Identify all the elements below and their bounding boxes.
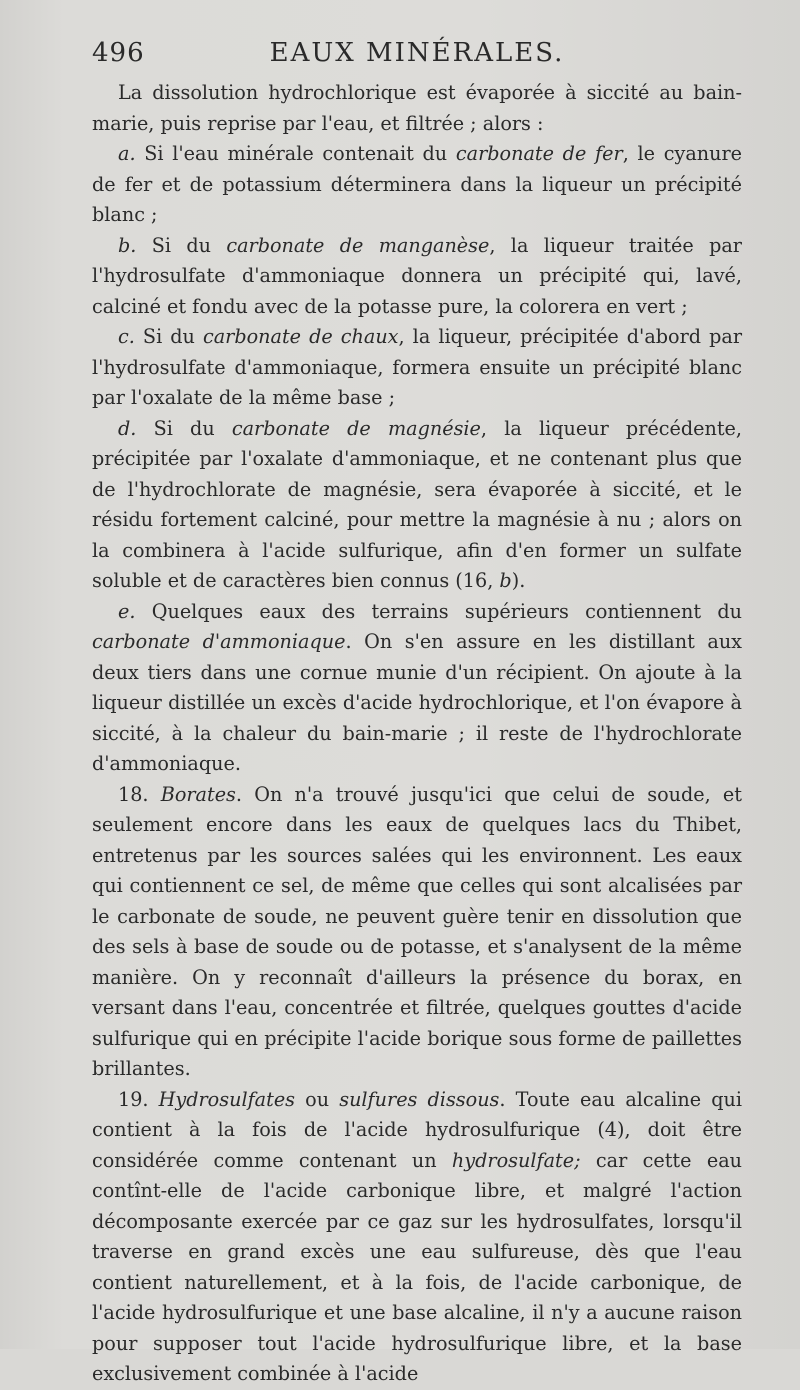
paragraph-intro: La dissolution hydrochlorique est évaporée à siccité au bain-marie, puis reprise par l'eau, et filtrée ; alors :: [92, 81, 742, 135]
paragraph-b: b. Si du carbonate de manganèse, la liqueur traitée par l'hydrosulfate d'ammoniaque donnera un précipité qui, lavé, calciné et fondu avec de la potasse pure, la colorera en vert ;: [92, 233, 742, 318]
running-title: EAUX MINÉRALES.: [269, 38, 565, 68]
paragraph-c: c. Si du carbonate de chaux, la liqueur, précipitée d'abord par l'hydrosulfate d'ammoniaque, formera ensuite un précipité blanc par l'oxalate de la même base ;: [92, 325, 743, 409]
section-18-borates: 18. Borates. On n'a trouvé jusqu'ici que celui de soude, et seulement encore dans les eaux de quelques lacs du Thibet, entretenus par les sources salées qui les environnent. Les eaux qui contiennent ce sel, de même que celles qui sont alcalisées par le carbonate de soude, ne peuvent guère tenir en dissolution que des sels à base de soude ou de potasse, et s'analysent de la même manière. On y reconnaît d'ailleurs la présence du borax, en versant dans l'eau, concentrée et filtrée, quelques gouttes d'acide sulfurique qui en précipite l'acide borique sous forme de paillettes brillantes.: [92, 782, 742, 1080]
page-number: 496: [92, 38, 145, 68]
section-19-hydrosulfates: 19. Hydrosulfates ou sulfures dissous. Toute eau alcaline qui contient à la fois de l'acide hydrosulfurique (4), doit être considérée comme contenant un hydrosulfate; car cette eau contînt-elle de l'acide carbonique libre, et malgré l'action décomposante exercée par ce gaz sur les hydrosulfates, lorsqu'il traverse en grand excès une eau sulfureuse, dès que l'eau contient naturellement, et à la fois, de l'acide carbonique, de l'acide hydrosulfurique et une base alcaline, il n'y a aucune raison pour supposer tout l'acide hydrosulfurique libre, et la base exclusivement combinée à l'acide: [92, 1087, 742, 1385]
paragraph-e: e. Quelques eaux des terrains supérieurs contiennent du carbonate d'ammoniaque. On s'en assure en les distillant aux deux tiers dans une cornue munie d'un récipient. On ajoute à la liqueur distillée un excès d'acide hydrochlorique, et l'on évapore à siccité, à la chaleur du bain-marie ; il reste de l'hydrochlorate d'ammoniaque.: [92, 599, 742, 775]
page-body: [92, 78, 742, 1390]
paragraph-a: a. Si l'eau minérale contenait du carbonate de fer, le cyanure de fer et de potassium déterminera dans la liqueur un précipité blanc ;: [92, 142, 742, 226]
paragraph-d: d. Si du carbonate de magnésie, la liqueur précédente, précipitée par l'oxalate d'ammoniaque, et ne contenant plus que de l'hydrochlorate de magnésie, sera évaporée à siccité, et le résidu fortement calciné, pour mettre la magnésie à nu ; alors on la combinera à l'acide sulfurique, afin d'en former un sulfate soluble et de caractères bien connus (16, b).: [92, 416, 743, 592]
page-header: [92, 38, 742, 78]
